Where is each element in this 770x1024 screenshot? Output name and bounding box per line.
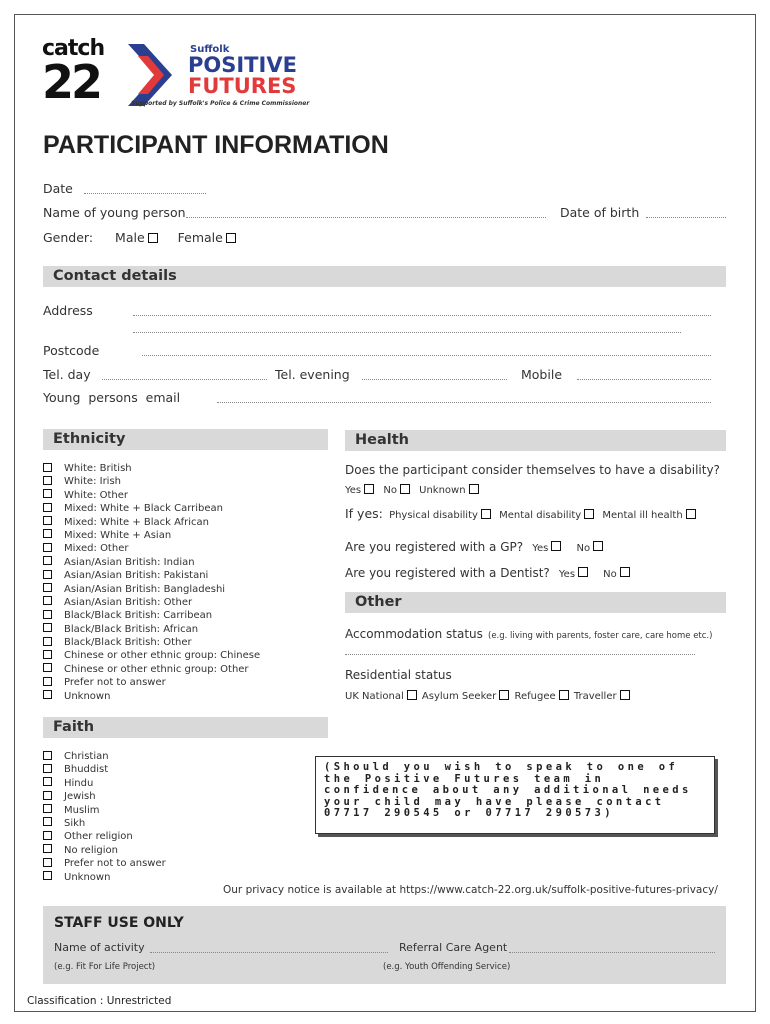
faith-checkbox[interactable] [43,844,52,853]
faith-label: Christian [64,751,109,762]
ethnicity-item[interactable] [43,516,260,529]
health-header [345,430,726,451]
ethnicity-checkbox[interactable] [43,489,52,498]
gender-label [43,230,238,245]
ethnicity-label: White: British [64,463,132,474]
mental-ill-health-checkbox[interactable] [686,509,696,519]
faith-label: Sikh [64,817,86,829]
faith-item[interactable] [43,750,166,763]
dentist-yes-label: Yes [558,569,576,580]
accommodation-label: Accommodation status [345,627,483,641]
dob-field[interactable] [646,217,726,218]
page-title: PARTICIPANT INFORMATION [43,131,389,159]
faith-checkbox[interactable] [43,777,52,786]
dentist-no-checkbox[interactable] [620,567,630,577]
ethnicity-label: Mixed: Other [64,543,129,555]
faith-item[interactable] [43,790,166,803]
name-field[interactable] [186,217,546,218]
referral-agent-label: Referral Care Agent [399,941,508,954]
staff-use-heading: STAFF USE ONLY [54,915,184,931]
disability-no-checkbox[interactable] [400,484,410,494]
confidential-notice-text: (Should you wish to speak to one of the Positive Futures team in confidence about any additional needs your child may have please contact 07717 290545 or 07717 290573) [324,761,692,819]
faith-checkbox[interactable] [43,764,52,773]
ethnicity-checkbox[interactable] [43,503,52,512]
disability-unknown-checkbox[interactable] [469,484,479,494]
ethnicity-label: Chinese or other ethnic group: Other [64,663,249,675]
ethnicity-heading: Ethnicity [53,431,126,447]
faith-label: Muslim [64,804,100,816]
tel-day-field[interactable] [102,379,267,380]
tel-evening-label: Tel. evening [275,367,350,382]
ethnicity-item[interactable] [43,596,260,609]
gp-yes-checkbox[interactable] [551,541,561,551]
disability-unknown-label: Unknown [419,485,466,496]
address-field-1[interactable] [133,315,711,316]
ethnicity-checkbox[interactable] [43,529,52,538]
ethnicity-checkbox[interactable] [43,543,52,552]
catch22-logo-word: catch [42,36,105,61]
faith-checkbox[interactable] [43,817,52,826]
faith-label: Unknown [64,871,111,883]
ethnicity-item[interactable] [43,569,260,582]
uk-national-label: UK National [345,691,404,702]
faith-label: Other religion [64,831,133,843]
mental-disability-checkbox[interactable] [584,509,594,519]
ethnicity-item[interactable] [43,529,260,542]
ethnicity-item[interactable] [43,663,260,676]
faith-header [43,717,328,738]
ethnicity-checkbox[interactable] [43,663,52,672]
ethnicity-label: Mixed: White + Black African [64,516,209,528]
ethnicity-item[interactable] [43,636,260,649]
faith-item[interactable] [43,830,166,843]
activity-field[interactable] [150,952,388,953]
logo-positive: POSITIVE [188,53,297,77]
faith-checkbox[interactable] [43,858,52,867]
faith-item[interactable] [43,857,166,870]
physical-disability-label: Physical disability [389,510,478,521]
dob-label: Date of birth [560,205,640,220]
ethnicity-checkbox[interactable] [43,690,52,699]
faith-item[interactable] [43,763,166,776]
if-yes-label: If yes: [345,506,383,521]
ethnicity-label: White: Other [64,489,129,501]
email-label: Young persons email [43,390,181,405]
asylum-seeker-label: Asylum Seeker [421,691,497,702]
faith-heading: Faith [53,719,95,735]
residential-row [345,691,632,702]
disability-no-label: No [383,485,397,496]
faith-checkbox[interactable] [43,831,52,840]
faith-label: No religion [64,844,118,856]
ethnicity-checkbox[interactable] [43,623,52,632]
ethnicity-item[interactable] [43,475,260,488]
email-field[interactable] [217,402,711,403]
ethnicity-item[interactable] [43,583,260,596]
male-checkbox[interactable] [148,233,158,243]
dentist-row [345,562,632,581]
ethnicity-label: Mixed: White + Black Carribean [64,503,224,515]
female-checkbox[interactable] [226,233,236,243]
faith-label: Bhuddist [64,764,109,776]
dentist-yes-checkbox[interactable] [578,567,588,577]
other-heading: Other [355,594,402,610]
ethnicity-label: Asian/Asian British: Indian [64,556,195,568]
accommodation-row [345,623,712,642]
ethnicity-label: Chinese or other ethnic group: Chinese [64,650,261,662]
tel-day-label: Tel. day [43,367,91,382]
contact-details-header [43,266,726,287]
other-header [345,592,726,613]
ethnicity-list [43,462,260,703]
ethnicity-item[interactable] [43,609,260,622]
ethnicity-checkbox[interactable] [43,570,52,579]
ethnicity-checkbox[interactable] [43,677,52,686]
tel-evening-field[interactable] [362,379,507,380]
gp-yes-label: Yes [532,543,549,554]
ethnicity-label: Black/Black British: Carribean [64,610,213,622]
ethnicity-item[interactable] [43,676,260,689]
faith-checkbox[interactable] [43,791,52,800]
ethnicity-checkbox[interactable] [43,556,52,565]
logo-supported: Supported by Suffolk's Police & Crime Commissioner [131,100,310,107]
gp-no-checkbox[interactable] [593,541,603,551]
ethnicity-checkbox[interactable] [43,516,52,525]
ethnicity-checkbox[interactable] [43,637,52,646]
faith-checkbox[interactable] [43,871,52,880]
ethnicity-checkbox[interactable] [43,610,52,619]
positive-futures-logo [128,40,308,110]
disability-question: Does the participant consider themselves to have a disability? [345,463,720,477]
gp-question: Are you registered with a GP? [345,540,524,554]
logo-suffolk: Suffolk [190,44,230,55]
gp-no-label: No [576,543,591,554]
faith-item[interactable] [43,777,166,790]
mental-disability-label: Mental disability [499,510,582,521]
activity-label: Name of activity [54,941,145,954]
ethnicity-item[interactable] [43,556,260,569]
confidential-notice-box [315,756,715,834]
ethnicity-item[interactable] [43,489,260,502]
faith-item[interactable] [43,871,166,884]
address-field-2[interactable] [133,332,681,333]
ethnicity-label: White: Irish [64,476,122,488]
disability-yes-checkbox[interactable] [364,484,374,494]
physical-disability-checkbox[interactable] [481,509,491,519]
address-label: Address [43,303,93,318]
ethnicity-header [43,429,328,450]
gp-row [345,536,605,555]
faith-item[interactable] [43,804,166,817]
faith-label: Prefer not to answer [64,858,166,870]
ethnicity-label: Prefer not to answer [64,677,166,689]
date-field[interactable] [84,193,206,194]
health-heading: Health [355,432,409,448]
ethnicity-checkbox[interactable] [43,583,52,592]
faith-list [43,750,166,884]
faith-checkbox[interactable] [43,804,52,813]
dentist-no-label: No [603,569,617,580]
accommodation-field[interactable] [345,654,695,655]
male-label: Male [115,230,145,245]
catch22-logo-number: 22 [42,55,101,109]
ethnicity-checkbox[interactable] [43,476,52,485]
ethnicity-label: Asian/Asian British: Pakistani [64,570,209,582]
residential-label: Residential status [345,668,452,682]
refugee-checkbox[interactable] [559,690,569,700]
activity-hint: (e.g. Fit For Life Project) [54,962,156,972]
if-yes-row [345,506,698,521]
faith-item[interactable] [43,817,166,830]
catch22-logo [42,38,116,108]
classification-label: Classification : Unrestricted [27,995,172,1007]
asylum-seeker-checkbox[interactable] [499,690,509,700]
positive-futures-chevron-icon [128,44,180,106]
ethnicity-item[interactable] [43,542,260,555]
dentist-question: Are you registered with a Dentist? [345,566,550,580]
faith-item[interactable] [43,844,166,857]
ethnicity-label: Asian/Asian British: Bangladeshi [64,583,226,595]
postcode-field[interactable] [142,355,711,356]
faith-checkbox[interactable] [43,751,52,760]
disability-yes-label: Yes [345,485,362,496]
ethnicity-checkbox[interactable] [43,596,52,605]
faith-label: Jewish [64,791,96,803]
name-label: Name of young person [43,205,186,220]
gender-text: Gender: [43,230,94,245]
ethnicity-label: Mixed: White + Asian [64,529,172,541]
uk-national-checkbox[interactable] [407,690,417,700]
ethnicity-item[interactable] [43,690,260,703]
refugee-label: Refugee [514,691,556,702]
mobile-label: Mobile [521,367,563,382]
contact-details-heading: Contact details [53,268,177,284]
female-label: Female [177,230,223,245]
ethnicity-label: Black/Black British: African [64,623,199,635]
postcode-label: Postcode [43,343,100,358]
privacy-notice: Our privacy notice is available at https://www.catch-22.org.uk/suffolk-positive-futures-privacy/ [223,884,718,896]
ethnicity-item[interactable] [43,623,260,636]
staff-use-box [43,906,726,984]
ethnicity-label: Unknown [64,690,111,702]
ethnicity-item[interactable] [43,462,260,475]
logo-futures: FUTURES [188,74,297,98]
referral-agent-field[interactable] [509,952,715,953]
ethnicity-item[interactable] [43,502,260,515]
faith-label: Hindu [64,777,94,789]
ethnicity-label: Black/Black British: Other [64,637,192,649]
ethnicity-label: Asian/Asian British: Other [64,596,193,608]
traveller-label: Traveller [573,691,617,702]
ethnicity-checkbox[interactable] [43,463,52,472]
date-label: Date [43,181,73,196]
traveller-checkbox[interactable] [620,690,630,700]
ethnicity-item[interactable] [43,649,260,662]
disability-answer-row [345,485,481,496]
accommodation-hint: (e.g. living with parents, foster care, care home etc.) [488,631,713,641]
mental-ill-health-label: Mental ill health [602,510,683,521]
mobile-field[interactable] [577,379,711,380]
referral-agent-hint: (e.g. Youth Offending Service) [383,962,511,972]
ethnicity-checkbox[interactable] [43,650,52,659]
